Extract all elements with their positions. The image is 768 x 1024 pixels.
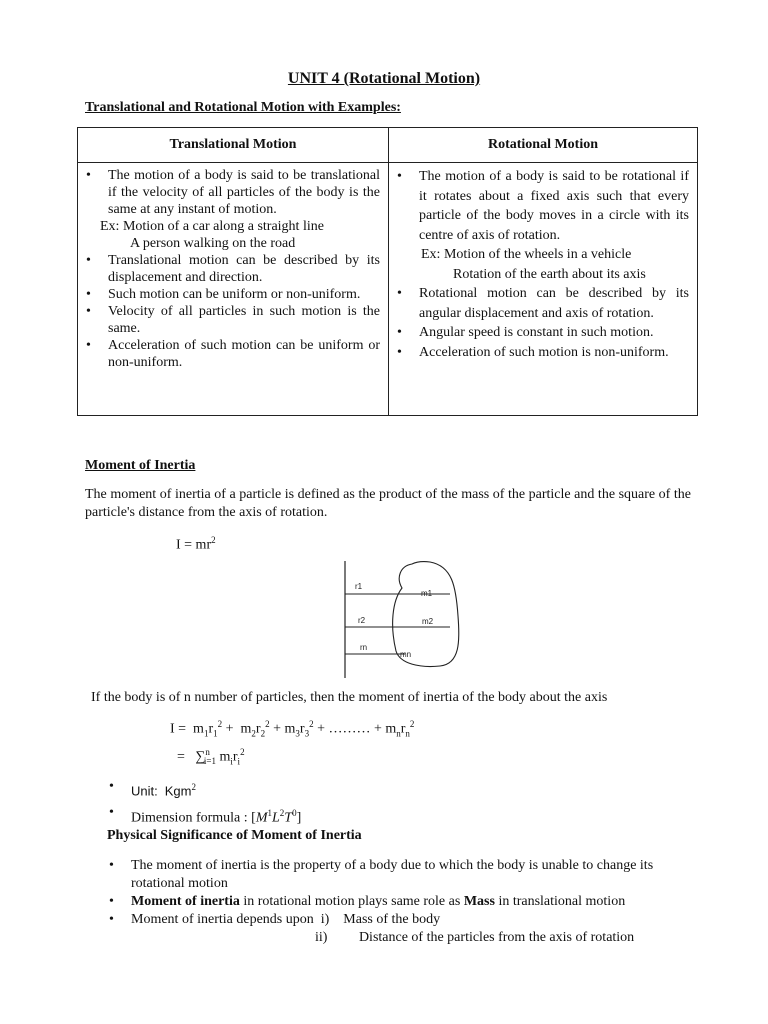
list-item-text: in translational motion (494, 894, 626, 909)
list-item (419, 167, 689, 284)
unit-value: Kgm (164, 783, 192, 799)
page-title: UNIT 4 (Rotational Motion) (287, 70, 481, 87)
list-item: • Rotational motion can be described by its angular displacement and axis of rotation. (419, 284, 689, 323)
section-subtitle: Translational and Rotational Motion with Examples: (85, 100, 401, 115)
example-1: Ex: Motion of a car along a straight line (100, 219, 324, 234)
list-item (131, 911, 696, 947)
unit-item (131, 778, 301, 802)
list-item (100, 167, 380, 252)
list-item-text: The motion of a body is said to be rotational if it rotates about a fixed axis such that every particle of the body moves in a circle with its centre of axis of rotation. (419, 169, 689, 243)
moi-sum-equation: $I = m_1r_1^2 + m_2r_2^2 + m_3r_3^2$ + ……… + $m_nr_n^2$ (170, 719, 415, 739)
list-item: • Such motion can be uniform or non-uniform. (108, 286, 380, 303)
unit-exponent: 2 (191, 782, 196, 792)
units-list (131, 778, 301, 829)
example-2: A person walking on the road (130, 236, 296, 251)
list-item-text: in rotational motion plays same role as (239, 894, 464, 909)
equation-exponent: 2 (211, 535, 216, 545)
comparison-table (77, 127, 698, 416)
unit-label: Unit: (131, 783, 158, 799)
label-r1: r1 (355, 582, 363, 591)
table-header-rotational: Rotational Motion (389, 128, 698, 163)
label-r2: r2 (358, 616, 366, 625)
dimension-label: Dimension formula : (131, 810, 248, 826)
bold-term-moi: Moment of inertia (131, 894, 240, 909)
translational-cell (78, 163, 389, 416)
significance-heading: Physical Significance of Moment of Inertia (107, 828, 362, 843)
example-2: Rotation of the earth about its axis (453, 266, 646, 282)
body-particles-text: If the body is of n number of particles, then the moment of inertia of the body about the axis (91, 690, 608, 705)
sub-item-ii: ii) Distance of the particles from the axis of rotation (315, 930, 635, 945)
label-rn: rn (360, 643, 368, 652)
list-item: • Velocity of all particles in such motion is the same. (108, 303, 380, 337)
moi-equation (176, 535, 216, 554)
list-item: • Acceleration of such motion is non-uniform. (419, 343, 689, 363)
moi-summation: = ∑$^n_{i=1}$ $m_ir_i^2$ (177, 747, 245, 767)
list-item: • Acceleration of such motion can be uniform or non-uniform. (108, 337, 380, 371)
dimension-item: • Dimension formula : $[M^1L^2T^0]$ (131, 804, 301, 828)
list-item: • Angular speed is constant in such motion. (419, 323, 689, 343)
significance-list (131, 857, 696, 947)
equation-text: I = mr (176, 537, 212, 553)
list-item: • Translational motion can be described by its displacement and direction. (108, 252, 380, 286)
rotational-cell (389, 163, 698, 416)
list-item: • The moment of inertia is the property of a body due to which the body is unable to change its rotational motion (131, 857, 696, 893)
list-item-text: The motion of a body is said to be translational if the velocity of all particles of the body is the same at any instant of motion. (108, 168, 380, 217)
list-item-text: Moment of inertia depends upon i) Mass of the body (131, 912, 441, 927)
list-item (131, 893, 696, 911)
moi-diagram (330, 556, 470, 681)
label-m2: m2 (422, 617, 434, 626)
label-mn: mn (400, 650, 412, 659)
moi-definition: The moment of inertia of a particle is defined as the product of the mass of the particle and the square of the particle's distance from the axis of rotation. (85, 487, 691, 520)
example-1: Ex: Motion of the wheels in a vehicle (421, 247, 632, 262)
label-m1: m1 (421, 589, 433, 598)
bold-term-mass: Mass (463, 894, 495, 909)
table-header-translational: Translational Motion (78, 128, 389, 163)
moi-heading: Moment of Inertia (85, 458, 196, 473)
